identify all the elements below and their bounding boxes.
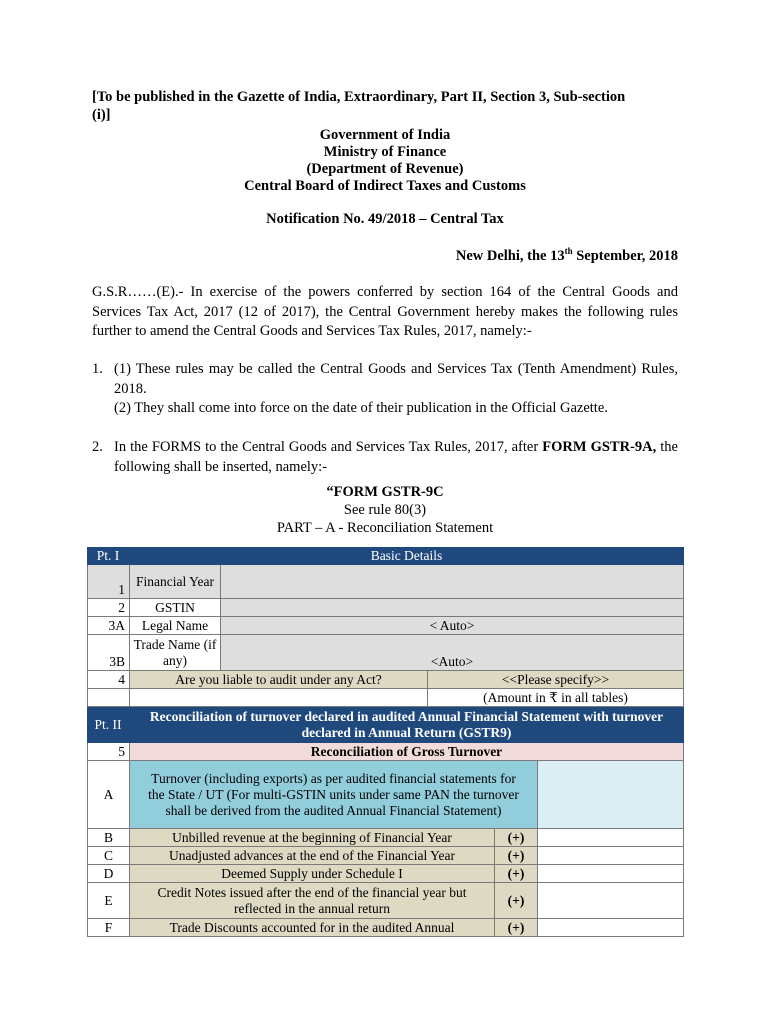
row-id: C <box>87 847 130 865</box>
row-sign: (+) <box>495 829 538 847</box>
preamble-paragraph: G.S.R……(E).- In exercise of the powers conferred by section 164 of the Central Goods and Services Tax Act, 2017 (12 of 2017), the Central Government hereby makes the following rules further to amend the Central Goods and Services Tax Rules, 2017, namely:- <box>92 284 678 339</box>
table-row-1 <box>87 565 684 599</box>
trade-name-field[interactable]: <Auto> <box>221 635 684 671</box>
row-label: Turnover (including exports) as per audited financial statements for the State / UT (For multi-GSTIN units under same PAN the turnover shall be derived from the audited Annual Financial Statement) <box>130 761 538 829</box>
table-row-b <box>87 829 684 847</box>
form-title: “FORM GSTR-9C <box>326 484 444 500</box>
amount-field[interactable] <box>538 865 684 883</box>
table-row-3b <box>87 635 684 671</box>
amount-field[interactable] <box>538 829 684 847</box>
amount-field[interactable] <box>538 847 684 865</box>
item-1-line-1: (1) These rules may be called the Central Goods and Services Tax (Tenth Amendment) Rules, 2018. <box>114 361 678 397</box>
row-label: Trade Discounts accounted for in the audited Annual <box>130 919 495 937</box>
gazette-line-2: (i)] <box>92 107 111 123</box>
amount-field[interactable] <box>538 919 684 937</box>
row-sign: (+) <box>495 919 538 937</box>
row-number: 4 <box>87 671 130 689</box>
pt2-label: Pt. II <box>87 707 130 743</box>
gross-turnover-title: Reconciliation of Gross Turnover <box>130 743 684 761</box>
audit-question: Are you liable to audit under any Act? <box>130 671 428 689</box>
gazette-line-1: [To be published in the Gazette of India, Extraordinary, Part II, Section 3, Sub-section <box>92 89 626 105</box>
notification-number: Notification No. 49/2018 – Central Tax <box>266 211 504 227</box>
row-sign: (+) <box>495 883 538 919</box>
ministry-title: Ministry of Finance <box>323 144 447 160</box>
pt2-title: Reconciliation of turnover declared in audited Annual Financial Statement with turnover declared in Annual Return (GSTR9) <box>130 707 684 743</box>
item-2-text-pre: In the FORMS to the Central Goods and Services Tax Rules, 2017, after <box>114 439 543 455</box>
notification-date <box>456 243 678 265</box>
pt1-label: Pt. I <box>87 547 130 565</box>
department-title: (Department of Revenue) <box>306 161 464 177</box>
row-sign: (+) <box>495 847 538 865</box>
row-label: Credit Notes issued after the end of the financial year but reflected in the annual return <box>130 883 495 919</box>
row-number: 1 <box>87 565 130 599</box>
item-2-text-post: the following shall be inserted, namely:- <box>114 439 678 475</box>
table-row-f <box>87 919 684 937</box>
row-number: 2 <box>87 599 130 617</box>
date-sup: th <box>564 246 573 256</box>
legal-name-label: Legal Name <box>130 617 221 635</box>
trade-name-label: Trade Name (if any) <box>130 635 221 671</box>
table-row-c <box>87 847 684 865</box>
turnover-amount-field[interactable] <box>538 761 684 829</box>
row-id: F <box>87 919 130 937</box>
row-number: 3B <box>87 635 130 671</box>
table-row-amount-note <box>87 689 684 707</box>
item-1-line-2: (2) They shall come into force on the date of their publication in the Official Gazette. <box>114 400 608 416</box>
list-item-2 <box>92 438 678 477</box>
table-row-pt2-header <box>87 707 684 743</box>
amount-note: (Amount in ₹ in all tables) <box>428 689 684 707</box>
date-prefix: New Delhi, the 13 <box>455 247 565 264</box>
table-row-d <box>87 865 684 883</box>
row-label: Unbilled revenue at the beginning of Financial Year <box>130 829 495 847</box>
pt1-title: Basic Details <box>130 547 684 565</box>
table-row-pt1-header <box>87 547 684 565</box>
list-item-number: 1. <box>92 361 103 377</box>
financial-year-field[interactable] <box>221 565 684 599</box>
blank-cell <box>130 689 428 707</box>
government-title: Government of India <box>319 127 451 143</box>
form-rule: See rule 80(3) <box>343 502 427 518</box>
list-item-number: 2. <box>92 439 103 455</box>
table-row-4 <box>87 671 684 689</box>
amount-field[interactable] <box>538 883 684 919</box>
audit-answer-field[interactable]: <<Please specify>> <box>428 671 684 689</box>
legal-name-field[interactable]: < Auto> <box>221 617 684 635</box>
row-number: 3A <box>87 617 130 635</box>
row-id: B <box>87 829 130 847</box>
row-id: A <box>87 761 130 829</box>
gstin-field[interactable] <box>221 599 684 617</box>
table-row-2 <box>87 599 684 617</box>
date-suffix: September, 2018 <box>572 247 678 264</box>
list-item-1 <box>92 360 678 419</box>
row-number: 5 <box>87 743 130 761</box>
blank-cell <box>87 689 130 707</box>
table-row-e <box>87 883 684 919</box>
row-id: D <box>87 865 130 883</box>
board-title: Central Board of Indirect Taxes and Customs <box>244 178 526 194</box>
row-id: E <box>87 883 130 919</box>
table-row-5 <box>87 743 684 761</box>
financial-year-label: Financial Year <box>130 565 221 599</box>
row-label: Unadjusted advances at the end of the Financial Year <box>130 847 495 865</box>
table-row-3a <box>87 617 684 635</box>
item-2-text-bold: FORM GSTR-9A, <box>542 439 657 455</box>
row-sign: (+) <box>495 865 538 883</box>
gstin-label: GSTIN <box>130 599 221 617</box>
table-row-a <box>87 761 684 829</box>
row-label: Deemed Supply under Schedule I <box>130 865 495 883</box>
form-part: PART – A - Reconciliation Statement <box>276 520 494 536</box>
